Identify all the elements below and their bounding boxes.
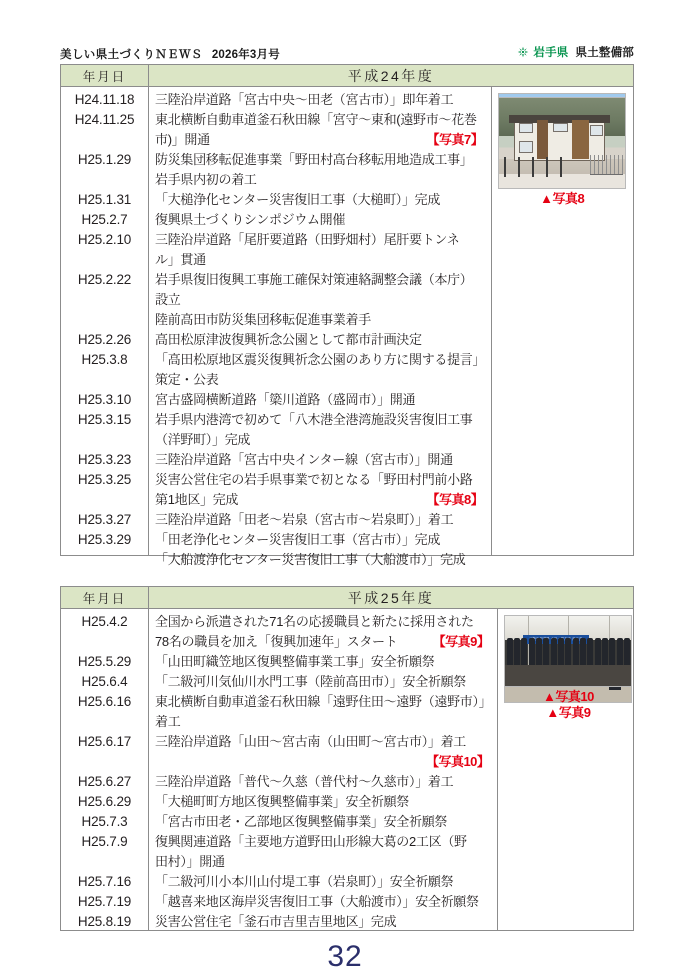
people-row <box>507 638 630 665</box>
event-column <box>149 609 498 931</box>
event-text-line <box>155 270 485 290</box>
event-text: 「高田松原地区震災復興祈念公園のあり方に関する提言」 <box>155 352 486 367</box>
event-date: H25.5.29 <box>77 654 132 669</box>
event-text-line <box>155 150 485 170</box>
prefecture-logo-block <box>517 44 634 60</box>
table-body <box>61 609 633 931</box>
event-text: 第1地区」完成 <box>155 492 239 507</box>
groundbreaking-ceremony-photo-block <box>504 615 632 705</box>
event-text-line <box>155 832 491 852</box>
event-text: 「大槌浄化センター災害復旧工事（大槌町）」完成 <box>155 192 441 207</box>
event-text: 「山田町織笠地区復興整備事業工事」安全祈願祭 <box>155 654 435 669</box>
event-text: 「二級河川気仙川水門工事（陸前高田市）」安全祈願祭 <box>155 674 467 689</box>
event-text-line <box>155 250 485 270</box>
date-continuation <box>61 852 148 872</box>
column-header-date: 年月日 <box>61 587 149 608</box>
event-date: H25.1.29 <box>77 152 132 167</box>
event-date: H25.8.19 <box>77 914 132 929</box>
issue-label: 2026年3月号 <box>211 49 280 61</box>
document-header <box>60 44 634 62</box>
event-text-line <box>155 410 485 430</box>
event-text-line <box>155 110 485 130</box>
fiscal-year-table-h24 <box>60 64 634 567</box>
event-text: （洋野町）」完成 <box>155 432 251 447</box>
event-text-line <box>155 170 485 190</box>
event-text-line <box>155 330 485 350</box>
photo-caption: ▲写真8 <box>540 191 585 206</box>
event-text: 市)」開通 <box>155 132 210 147</box>
event-text: 復興関連道路「主要地方道野田山形線大葛の2工区（野 <box>155 834 467 849</box>
event-date: H25.3.23 <box>77 452 132 467</box>
ground-area <box>505 665 631 686</box>
event-date: H25.7.3 <box>81 814 128 829</box>
event-date: H25.6.4 <box>81 674 128 689</box>
event-text: 岩手県内初の着工 <box>155 172 257 187</box>
event-text: 策定・公表 <box>155 372 219 387</box>
event-text-line <box>155 652 491 672</box>
event-text: 設立 <box>155 292 181 307</box>
event-date: H25.4.2 <box>81 614 128 629</box>
event-date: H25.7.9 <box>81 834 128 849</box>
event-text: 「二級河川小本川山付堤工事（岩泉町）」安全祈願祭 <box>155 874 454 889</box>
photo-column <box>492 87 634 556</box>
event-date: H25.3.15 <box>77 412 132 427</box>
window <box>519 141 533 153</box>
event-text: 東北横断自動車道釜石秋田線「遠野住田～遠野（遠野市）」 <box>155 694 492 709</box>
event-date: H25.3.8 <box>81 352 128 367</box>
event-text-line <box>155 672 491 692</box>
date-continuation <box>61 310 148 330</box>
event-text: 災害公営住宅の岩手県事業で初となる「野田村門前小路 <box>155 472 473 487</box>
photo-reference-label: 【写真7】 <box>426 132 484 147</box>
event-text: 「越喜来地区海岸災害復旧工事（大船渡市）」安全祈願祭 <box>155 894 479 909</box>
date-continuation <box>61 130 148 150</box>
wood-panel <box>537 120 548 160</box>
building-roof <box>509 115 610 123</box>
event-text-line <box>155 470 485 490</box>
event-text: 東北横断自動車道釜石秋田線「宮守～東和(遠野市～花巻 <box>155 112 477 127</box>
event-text: 災害公営住宅「釜石市吉里吉里地区」完成 <box>155 914 397 929</box>
date-continuation <box>61 752 148 772</box>
public-housing-building-photo <box>498 97 626 189</box>
date-continuation <box>61 712 148 732</box>
event-text-line <box>155 872 491 892</box>
event-text-line <box>155 310 485 330</box>
event-date: H25.1.31 <box>77 192 132 207</box>
event-text: 高田松原津波復興祈念公園として都市計画決定 <box>155 332 422 347</box>
event-text: 全国から派遣された71名の応援職員と新たに採用された <box>155 614 474 629</box>
event-text: 三陸沿岸道路「尾肝要道路（田野畑村）尾肝要トンネ <box>155 232 460 247</box>
event-text-line <box>155 370 485 390</box>
wood-panel <box>572 120 588 160</box>
event-text: 「大槌町町方地区復興整備事業」安全祈願祭 <box>155 794 410 809</box>
event-text-line <box>155 210 485 230</box>
column-header-year: 平成25年度 <box>347 589 435 606</box>
iwate-pref-logo-icon <box>517 46 529 58</box>
bollard-row <box>504 157 562 177</box>
event-text-line <box>155 852 491 872</box>
event-text-line <box>155 430 485 450</box>
event-text-line <box>155 812 491 832</box>
event-date: H25.6.16 <box>77 694 132 709</box>
date-column <box>61 609 149 931</box>
fence <box>590 155 623 176</box>
event-text-line <box>155 632 491 652</box>
date-column <box>61 87 149 556</box>
event-text-line <box>155 892 491 912</box>
prefecture-name: 岩手県 <box>533 47 569 59</box>
photo-reference-label: 【写真10】 <box>425 754 490 769</box>
event-text: 防災集団移転促進事業「野田村高台移転用地造成工事」 <box>155 152 473 167</box>
column-header-date: 年月日 <box>61 65 149 86</box>
date-continuation <box>61 550 148 570</box>
event-text: 田村）」開通 <box>155 854 225 869</box>
table-header-row <box>61 65 633 87</box>
publication-title: 美しい県土づくりＮＥＷＳ <box>60 49 203 61</box>
date-continuation <box>61 170 148 190</box>
event-column <box>149 87 492 567</box>
event-date: H25.2.10 <box>77 232 132 247</box>
groundbreaking-ceremony-photo <box>504 615 632 687</box>
event-date: H24.11.25 <box>74 112 135 127</box>
event-text-line <box>155 390 485 410</box>
public-housing-building-photo-block <box>498 97 626 207</box>
event-date: H24.11.18 <box>74 92 135 107</box>
event-text-line <box>155 792 491 812</box>
event-text-line <box>155 230 485 250</box>
event-date: H25.6.17 <box>77 734 132 749</box>
photo-reference-label: 【写真9】 <box>432 634 490 649</box>
event-date: H25.6.27 <box>77 774 132 789</box>
event-text-line <box>155 490 485 510</box>
event-text-line <box>155 530 485 550</box>
event-date: H25.3.27 <box>77 512 132 527</box>
photo-caption: ▲写真10 <box>542 689 594 704</box>
event-text-line <box>155 290 485 310</box>
event-date: H25.2.7 <box>81 212 128 227</box>
event-date: H25.7.16 <box>77 874 132 889</box>
fiscal-year-table-h25 <box>60 586 634 931</box>
date-continuation <box>61 490 148 510</box>
event-text-line <box>155 772 491 792</box>
window <box>553 123 568 132</box>
event-date: H25.2.26 <box>77 332 132 347</box>
event-text: 岩手県復旧復興工事施工確保対策連絡調整会議（本庁） <box>155 272 473 287</box>
event-text: 復興県土づくりシンポジウム開催 <box>155 212 346 227</box>
event-text: 78名の職員を加え「復興加速年」スタート <box>155 634 398 649</box>
photo-reference-label: 【写真8】 <box>426 492 484 507</box>
event-text-line <box>155 732 491 752</box>
event-text: 「大船渡浄化センター災害復旧工事（大船渡市）」完成 <box>155 552 466 567</box>
event-text-line <box>155 90 485 110</box>
event-text: 陸前高田市防災集団移転促進事業着手 <box>155 312 371 327</box>
date-continuation <box>61 632 148 652</box>
window <box>519 123 533 133</box>
event-text: ル」貫通 <box>155 252 206 267</box>
event-text: 「田老浄化センター災害復旧工事（宮古市）」完成 <box>155 532 441 547</box>
date-continuation <box>61 370 148 390</box>
event-text-line <box>155 450 485 470</box>
event-text: 着工 <box>155 714 181 729</box>
department-name: 県土整備部 <box>575 47 634 59</box>
event-text: 三陸沿岸道路「宮古中央インター線（宮古市）」開通 <box>155 452 453 467</box>
event-text: 三陸沿岸道路「普代～久慈（普代村～久慈市）」着工 <box>155 774 454 789</box>
table-header-row <box>61 587 633 609</box>
event-text-line <box>155 190 485 210</box>
event-text: 三陸沿岸道路「宮古中央～田老（宮古市）」即年着工 <box>155 92 454 107</box>
event-date: H25.7.19 <box>77 894 132 909</box>
event-text-line <box>155 550 485 570</box>
event-text-line <box>155 350 485 370</box>
photo-column <box>498 609 640 931</box>
event-text-line <box>155 130 485 150</box>
event-text-line <box>155 752 491 772</box>
event-text-line <box>155 712 491 732</box>
publication-title-block <box>60 46 280 62</box>
event-date: H25.3.25 <box>77 472 132 487</box>
event-date: H25.3.10 <box>77 392 132 407</box>
event-text: 「宮古市田老・乙部地区復興整備事業」安全祈願祭 <box>155 814 448 829</box>
event-text-line <box>155 912 491 932</box>
date-continuation <box>61 430 148 450</box>
event-date: H25.3.29 <box>77 532 132 547</box>
page-number: 32 <box>327 940 363 973</box>
column-header-year: 平成24年度 <box>347 67 435 84</box>
window <box>590 125 603 136</box>
event-text: 岩手県内港湾で初めて「八木港全港湾施設災害復旧工事 <box>155 412 473 427</box>
event-text-line <box>155 612 491 632</box>
event-text: 三陸沿岸道路「山田～宮古南（山田町～宮古市）」着工 <box>155 734 467 749</box>
event-date: H25.2.22 <box>77 272 132 287</box>
date-continuation <box>61 290 148 310</box>
event-text-line <box>155 510 485 530</box>
event-text: 宮古盛岡横断道路「簗川道路（盛岡市）」開通 <box>155 392 416 407</box>
event-text: 三陸沿岸道路「田老～岩泉（宮古市～岩泉町）」着工 <box>155 512 454 527</box>
event-date: H25.6.29 <box>77 794 132 809</box>
date-continuation <box>61 250 148 270</box>
event-text-line <box>155 692 491 712</box>
photo-caption: ▲写真9 <box>546 705 591 720</box>
table-body <box>61 87 633 567</box>
